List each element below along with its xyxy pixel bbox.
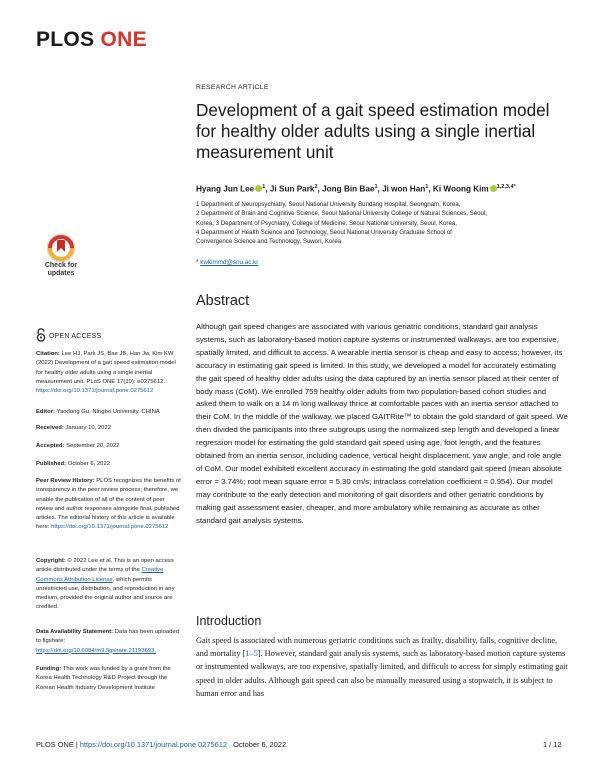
peer-review-block: [36, 477, 182, 533]
citation-doi-link[interactable]: https://doi.org/10.1371/journal.pone.0275612: [36, 388, 154, 395]
cc-license-link[interactable]: Creative Commons Attribution License: [36, 567, 164, 583]
affiliation-line: Korea, 3 Department of Psychiatry, College of Medicine, Seoul National University, Seoul, Korea,: [196, 219, 457, 227]
author-separator: ,: [377, 184, 383, 194]
footer-doi-link[interactable]: https://doi.org/10.1371/journal.pone.0275612: [79, 740, 227, 749]
copyright-text-2: , which permits unrestricted use, distribution, and reproduction in any medium, provided the original author and source are credited.: [36, 576, 175, 611]
author-affiliation-sup: 1: [262, 184, 266, 190]
article-type: RESEARCH ARTICLE: [196, 84, 269, 91]
author-name[interactable]: Hyang Jun Lee: [196, 184, 255, 194]
author-name[interactable]: Ji Sun Park: [269, 184, 315, 194]
author-name[interactable]: Ki Woong Kim: [432, 184, 489, 194]
author-affiliation-sup: 1,2,3,4*: [496, 184, 516, 190]
editor-block: [36, 408, 182, 417]
figshare-link[interactable]: https://doi.org/10.6084/m9.figshare.21193693.: [36, 647, 157, 654]
citation-ref-link[interactable]: 1–5: [245, 649, 258, 659]
received-label: Received:: [36, 425, 64, 431]
editor-label: Editor:: [36, 409, 55, 415]
funding-text: This work was funded by a grant from the Korea Health Technology R&D Project through the Korean Health Industry Development Institute: [36, 666, 171, 691]
citation-block: [36, 350, 182, 396]
page-footer: [36, 740, 286, 749]
check-updates-line: updates: [47, 270, 75, 277]
corresponding-email[interactable]: [196, 259, 258, 266]
funding-label: Funding:: [36, 666, 62, 672]
article-title: Development of a gait speed estimation model for healthy older adults using a single inertial measurement unit: [196, 100, 550, 162]
abstract-heading: Abstract: [196, 293, 250, 309]
author-name[interactable]: Ji won Han: [382, 184, 426, 194]
accepted-block: [36, 442, 182, 451]
editor-text: Yaodong Gu, Ningbo University, CHINA: [56, 409, 160, 415]
footer-journal: PLOS ONE: [36, 740, 74, 749]
affiliations: [196, 200, 576, 246]
footer-separator: |: [73, 740, 80, 749]
abstract-text: Although gait speed changes are associated with various geriatric conditions, standard gait analysis systems, such as laboratory-based motion capture systems or instrumented walkways, are too expensive, spatially limited, and difficult to access. A wearable inertia sensor is cheap and easy to access; however, its accuracy in estimating gait speed is limited. In this study, we developed a model for accurately estimating the gait speed of healthy older adults using the data captured by an inertia sensor placed at their center of body mass (CoM). We enrolled 759 healthy older adults from two population-based cohort studies and asked them to walk on a 14 m long walkway thrice at comfortable paces with an inertia sensor attached to their CoM. In the middle of the walkway, we placed GAITRite™ to obtain the gold standard of gait speed. We then divided the participants into three subgroups using the normalized step length and developed a linear regression model for estimating the gold standard gait speed using age, foot length, and the features obtained from an inertia sensor, including cadence, vertical height displacement, yaw angle, and role angle of CoM. Our model exhibited excellent accuracy in estimating the gold standard gait speed (mean absolute error = 3.74%; root mean square error = 5.30 cm/s; intraclass correlation coefficient = 0.954). Our model may contribute to the early detection and monitoring of gait disorders and other geriatric conditions by making gait assessment easier, cheaper, and more ambulatory while remaining as accurate as other standard gait analysis systems.: [196, 322, 568, 525]
check-updates-label[interactable]: [36, 262, 86, 278]
email-link[interactable]: kwkimmd@snu.ac.kr: [200, 259, 259, 266]
affiliation-line: 2 Department of Brain and Cognitive Science, Seoul National University College of Natural Sciences, Seoul,: [196, 210, 487, 218]
check-updates-icon: [36, 233, 86, 263]
author-separator: ,: [428, 184, 433, 194]
footer-date: October 6, 2022: [233, 740, 287, 749]
introduction-text: [196, 634, 568, 700]
check-updates-line: Check for: [44, 262, 78, 269]
page-number: 1 / 12: [543, 740, 562, 749]
intro-text-part: ]. However, standard gait analysis systems, such as laboratory-based motion capture systems or instrumented walkways, are too expensive, spatially limited, and difficult to access for simply estimating gait speed in older adults. Although gait speed can also be manually measured using a stopwatch, it is subject to human error and has: [196, 649, 568, 698]
peer-review-text: PLOS recognizes the benefits of transparency in the peer review process; therefore, we enable the publication of all of the content of peer review and author responses alongside final, published articles. The editorial history of this article is available here:: [36, 478, 181, 531]
affiliation-line: Convergence Science and Technology, Suwon, Korea: [196, 238, 342, 246]
citation-label: Citation:: [36, 351, 60, 357]
author-separator: ,: [317, 184, 323, 194]
affiliation-line: 1 Department of Neuropsychiatry, Seoul National University Bundang Hospital, Seongnam, Korea,: [196, 201, 461, 208]
introduction-heading: Introduction: [196, 614, 262, 628]
email-star: *: [196, 259, 199, 266]
logo-plos: PLOS: [36, 28, 95, 51]
published-label: Published:: [36, 461, 67, 467]
data-availability-label: Data Availability Statement:: [36, 629, 114, 635]
received-block: [36, 424, 182, 433]
published-block: [36, 460, 182, 469]
open-access-icon: [36, 328, 46, 347]
peer-review-link[interactable]: https://doi.org/10.1371/journal.pone.0275612: [51, 524, 169, 531]
copyright-label: Copyright:: [36, 558, 66, 564]
author-affiliation-sup: 2: [314, 184, 318, 190]
data-availability-text: Data has been uploaded to figshare:: [36, 629, 179, 645]
open-access-label: OPEN ACCESS: [49, 333, 102, 340]
logo-one: ONE: [100, 28, 147, 51]
orcid-icon[interactable]: [490, 185, 497, 192]
copyright-block: [36, 557, 182, 613]
journal-logo: [36, 28, 147, 52]
author-affiliation-sup: 1: [374, 184, 378, 190]
author-affiliation-sup: 1: [425, 184, 429, 190]
accepted-label: Accepted:: [36, 443, 65, 449]
citation-text: Lee HJ, Park JS, Bae JB, Han Jw, Kim KW (2022) Development of a gait speed estimation model for healthy older adults using a single inertial measurement unit. PLoS ONE 17(10): e0275612.: [36, 351, 176, 385]
funding-block: [36, 665, 182, 693]
data-availability-block: [36, 628, 182, 656]
published-text: October 6, 2022: [67, 461, 110, 467]
intro-text-part: Gait speed is associated with numerous geriatric conditions such as frailty, disability, falls, cognitive decline, and mortality [: [196, 636, 558, 659]
author-name[interactable]: Jong Bin Bae: [322, 184, 375, 194]
affiliation-line: 4 Department of Health Science and Technology, Seoul National University Graduate School of: [196, 228, 452, 236]
copyright-text: © 2022 Lee et al. This is an open access article distributed under the terms of the: [36, 558, 174, 574]
received-text: January 10, 2022: [65, 425, 112, 431]
peer-review-label: Peer Review History:: [36, 478, 95, 484]
author-list: [196, 181, 576, 196]
accepted-text: September 20, 2022: [66, 443, 120, 449]
author-separator: ,: [265, 184, 270, 194]
